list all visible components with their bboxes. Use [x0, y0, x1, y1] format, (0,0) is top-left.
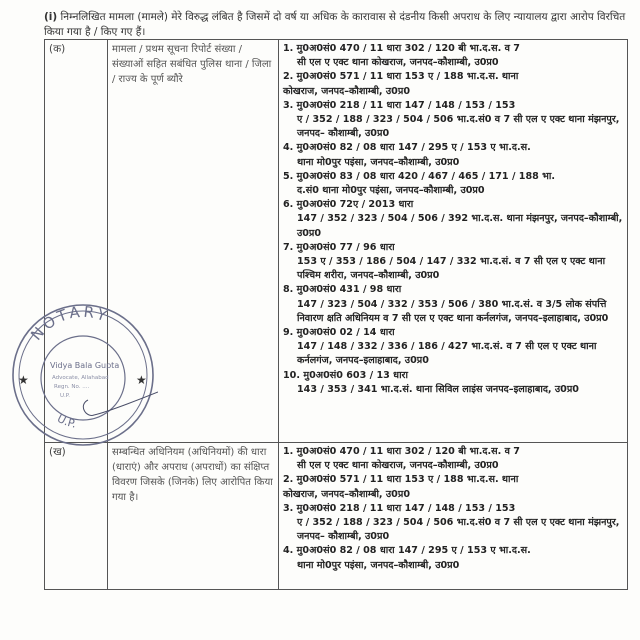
- case-item: 1. मु0अ0सं0 470 / 11 धारा 302 / 120 बी भा.द.स. व 7 सी एल ए एक्ट थाना कोखराज, जनपद–कौशाम्बी, उ0प्र0: [283, 446, 520, 472]
- case-item: 3. मु0अ0सं0 218 / 11 धारा 147 / 148 / 153 / 153 ए / 352 / 188 / 323 / 504 / 506 भा.द.सं0 व 7 सी एल ए एक्ट थाना मंझनपुर, जनपद– कौशाम्बी, उ0प्र0: [283, 502, 620, 543]
- case-item: 4. मु0अ0सं0 82 / 08 धारा 147 / 295 ए / 153 ए भा.द.स. थाना मो0पुर पइंसा, जनपद–कौशाम्बी, उ0प्र0: [283, 545, 531, 571]
- table-row-ka: [45, 40, 628, 443]
- stamp-line: U.P.: [60, 393, 70, 399]
- case-item: 2. मु0अ0सं0 571 / 11 धारा 153 ए / 188 भा.द.स. थाना कोखराज, जनपद–कौशाम्बी, उ0प्र0: [283, 71, 519, 97]
- case-item: 7. मु0अ0सं0 77 / 96 धारा 153 ए / 353 / 186 / 504 / 147 / 332 भा.द.सं. व 7 सी एल ए एक्ट थाना पश्चिम शरीरा, जनपद–कौशाम्बी, उ0प्र0: [283, 241, 606, 282]
- row-label: (ख): [45, 443, 108, 590]
- stamp-title: NOTARY: [27, 302, 112, 344]
- case-item: 3. मु0अ0सं0 218 / 11 धारा 147 / 148 / 153 / 153 ए / 352 / 188 / 323 / 504 / 506 भा.द.सं0 व 7 सी एल ए एक्ट थाना मंझनपुर, जनपद– कौशाम्बी, उ0प्र0: [283, 99, 620, 140]
- case-item: 10. मु0अ0सं0 603 / 13 धारा 143 / 353 / 341 भा.द.सं. थाना सिविल लाइंस जनपद–इलाहाबाद, उ0प्र0: [283, 369, 579, 395]
- intro-number: (i): [44, 11, 58, 23]
- stamp-line: Advocate, Allahabad: [52, 375, 109, 381]
- stamp-bottom: U.P.: [55, 411, 78, 431]
- stamp-line: Regn. No. ....: [54, 384, 90, 390]
- star-icon: ★: [136, 373, 147, 387]
- cases-table: [44, 39, 628, 590]
- case-item: 1. मु0अ0सं0 470 / 11 धारा 302 / 120 बी भा.द.स. व 7 सी एल ए एक्ट थाना कोखराज, जनपद–कौशाम्बी, उ0प्र0: [283, 43, 520, 69]
- case-item: 2. मु0अ0सं0 571 / 11 धारा 153 ए / 188 भा.द.स. थाना कोखराज, जनपद–कौशाम्बी, उ0प्र0: [283, 474, 519, 500]
- stamp-name: Vidya Bala Gupta: [50, 361, 120, 370]
- case-item: 9. मु0अ0सं0 02 / 14 धारा 147 / 148 / 332 / 336 / 186 / 427 भा.द.सं. व 7 सी एल ए एक्ट थाना कर्नलगंज, जनपद–इलाहाबाद, उ0प्र0: [283, 327, 597, 367]
- case-list: [279, 443, 628, 590]
- case-list: [279, 40, 628, 443]
- row-description: सम्बन्धित अधिनियम (अधिनियमों) की धारा (धाराएं) और अपराध (अपराधों) का संक्षिप्त विवरण जिसके (जिनके) लिए आरोपित किया गया है।: [108, 443, 279, 590]
- case-item: 8. मु0अ0सं0 431 / 98 धारा 147 / 323 / 504 / 332 / 353 / 506 / 380 भा.द.सं. व 3/5 लोक संपत्ति निवारण क्षति अधिनियम व 7 सी एल ए एक्ट थाना कर्नलगंज, जनपद–इलाहाबाद, उ0प्र0: [283, 284, 609, 324]
- table-row-kha: [45, 443, 628, 590]
- case-item: 5. मु0अ0सं0 83 / 08 धारा 420 / 467 / 465 / 171 / 188 भा. द.सं0 थाना मो0पुर पइंसा, जनपद–कौशाम्बी, उ0प्र0: [283, 170, 556, 197]
- case-item: 4. मु0अ0सं0 82 / 08 धारा 147 / 295 ए / 153 ए भा.द.स. थाना मो0पुर पइंसा, जनपद–कौशाम्बी, उ0प्र0: [283, 142, 531, 168]
- case-item: 6. मु0अ0सं0 72ए / 2013 धारा 147 / 352 / 323 / 504 / 506 / 392 भा.द.स. थाना मंझनपुर, जनपद–कौशाम्बी, उ0प्र0: [283, 199, 623, 239]
- star-icon: ★: [18, 373, 29, 387]
- row-description: मामला / प्रथम सूचना रिपोर्ट संख्या / संख्याओं सहित सबंधित पुलिस थाना / जिला / राज्य के पूर्ण ब्यौरे: [108, 40, 279, 443]
- intro-text: निम्नलिखित मामला (मामले) मेरे विरुद्ध लंबित है जिसमें दो वर्ष या अधिक के कारावास से दंडनीय किसी अपराध के लिए न्यायालय द्वारा आरोप विरचित किया गया है / किए गए हैं।: [44, 11, 626, 38]
- row-label: (क): [45, 40, 108, 443]
- intro-paragraph: [44, 10, 634, 40]
